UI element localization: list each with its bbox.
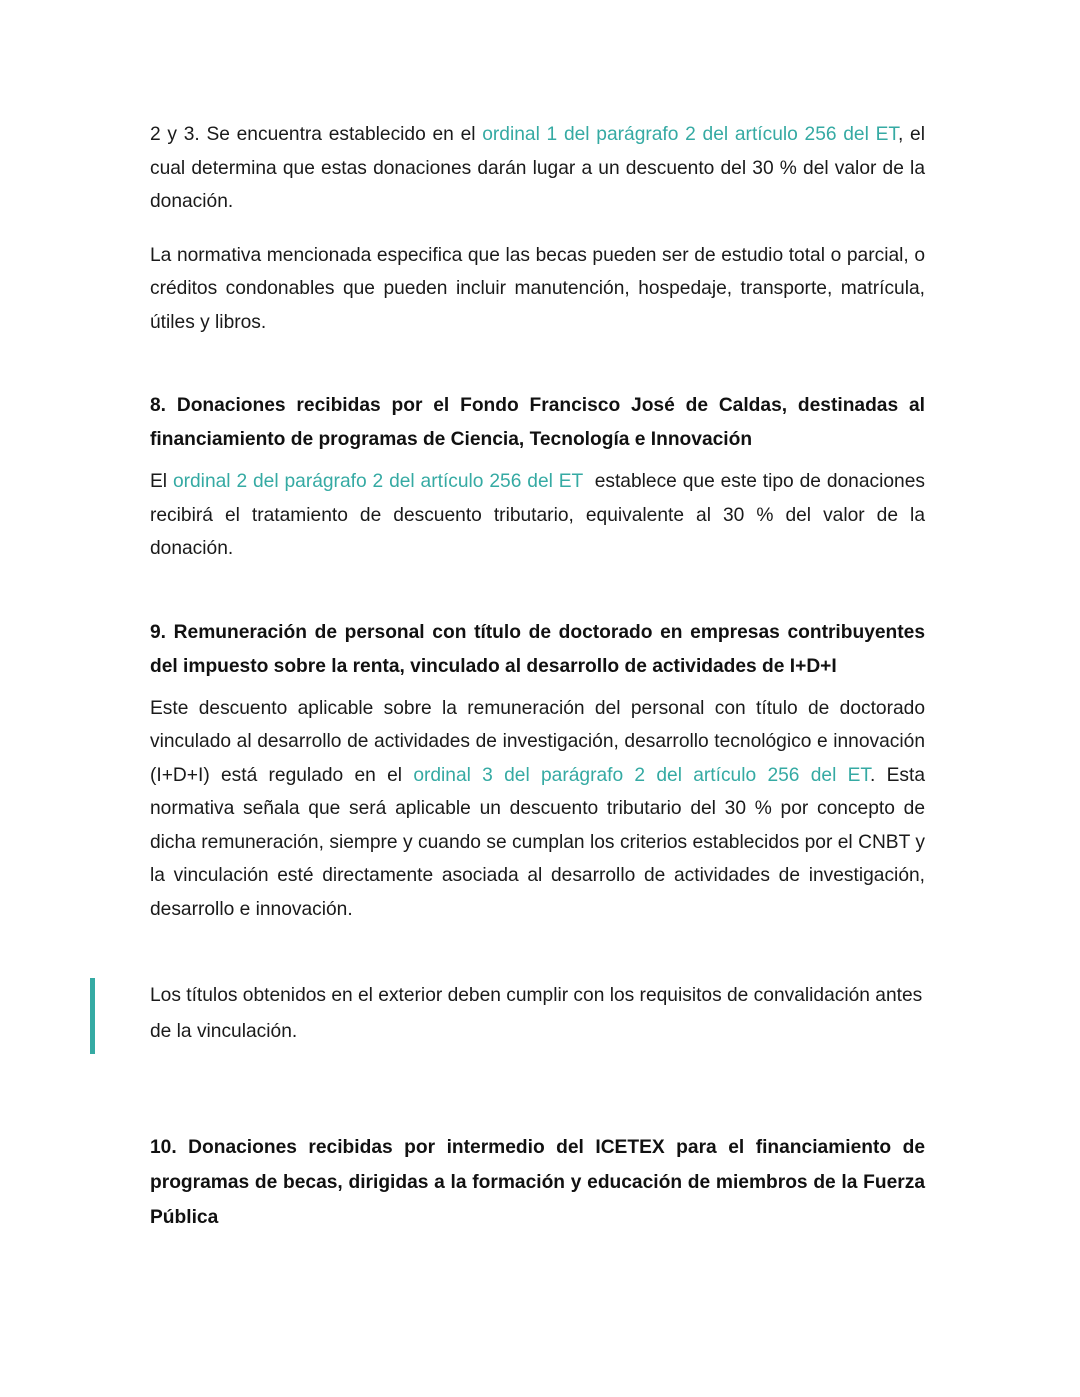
link-ordinal-3-article-256[interactable]: ordinal 3 del parágrafo 2 del artículo 256 del ET <box>413 764 870 786</box>
spacer <box>150 684 925 692</box>
section-9-paragraph <box>150 692 925 927</box>
spacer <box>150 566 925 616</box>
section-9-heading: 9. Remuneración de personal con título de doctorado en empresas contribuyentes del impuesto sobre la renta, vinculado al desarrollo de actividades de I+D+I <box>150 621 925 677</box>
section-8-paragraph <box>150 465 931 566</box>
callout-accent-bar <box>90 978 95 1054</box>
paragraph-text: , el cual determina que estas donaciones darán lugar a un descuento del 30 % del valor de la donación. <box>150 124 925 212</box>
paragraph-text: establece que este tipo de donaciones recibirá el tratamiento de descuento tributario, equivalente al 30 % del valor de la donación. <box>150 471 931 559</box>
spacer <box>150 339 925 389</box>
link-ordinal-2-article-256[interactable]: ordinal 2 del parágrafo 2 del artículo 256 del ET <box>172 471 583 492</box>
paragraph-text: Este descuento aplicable sobre la remuneración del personal con título de doctorado vinculado al desarrollo de actividades de investigación, desarrollo tecnológico e innovación (I+D+I) está regulado en el <box>150 697 925 786</box>
paragraph-text: . Esta normativa señala que será aplicable un descuento tributario del 30 % por concepto de dicha remuneración, siempre y cuando se cumplan los criterios establecidos por el CNBT y la vinculación esté directamente asociada al desarrollo de actividades de investigación, desarrollo e innovación. <box>150 764 925 920</box>
callout-note-text: Los títulos obtenidos en el exterior deben cumplir con los requisitos de convalidación antes de la vinculación. <box>150 985 923 1042</box>
spacer <box>150 219 925 239</box>
section-8-heading: 8. Donaciones recibidas por el Fondo Francisco José de Caldas, destinadas al financiamiento de programas de Ciencia, Tecnología e Innovación <box>150 395 925 450</box>
spacer <box>150 1050 925 1130</box>
document-page <box>150 118 931 1235</box>
paragraph-text: El <box>150 471 173 492</box>
section-10-heading: 10. Donaciones recibidas por intermedio del ICETEX para el financiamiento de programas de becas, dirigidas a la formación y educación de miembros de la Fuerza Pública <box>150 1137 925 1228</box>
link-ordinal-1-article-256[interactable]: ordinal 1 del parágrafo 2 del artículo 256 del ET <box>482 124 898 145</box>
paragraph-text: 2 y 3. Se encuentra establecido en el <box>150 124 483 145</box>
paragraph-scholarship-types: La normativa mencionada especifica que las becas pueden ser de estudio total o parcial, o créditos condonables que pueden incluir manutención, hospedaje, transporte, matrícula, útiles y libros. <box>150 244 925 333</box>
paragraph-scholarship-discount <box>150 118 925 219</box>
spacer <box>150 926 925 978</box>
spacer <box>150 457 925 465</box>
callout-note <box>150 978 925 1050</box>
